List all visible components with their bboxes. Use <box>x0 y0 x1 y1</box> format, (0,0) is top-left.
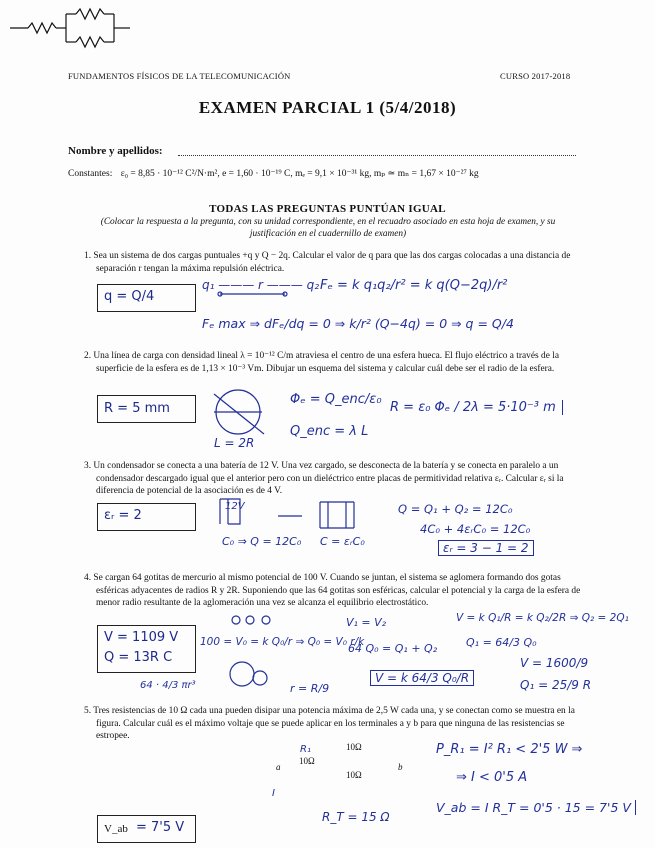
resistor-r1 <box>28 23 56 33</box>
question-5-text: Tres resistencias de 10 Ω cada una pueden disipar una potencia máxima de 2,5 W cada una, y se conectan como se muestra en la figura. Calcular cuál es el máximo voltaje que se puede aplicar en los terminales a y b para que ninguna de las resistencias se estropee. <box>93 706 575 742</box>
work-4-line-2: V₁ = V₂ <box>346 616 387 629</box>
constants-label: Constantes: <box>68 169 113 179</box>
work-5-line-3: V_ab = I R_T = 0'5 · 15 = 7'5 V <box>436 800 636 815</box>
instructions-heading: TODAS LAS PREGUNTAS PUNTÚAN IGUAL <box>209 203 446 215</box>
instructions-note: (Colocar la respuesta a la pregunta, con su unidad correspondiente, en el recuadro asociado en esta hoja de examen, y su justificación en el cuadernillo de examen) <box>100 217 556 239</box>
answer-3: εᵣ = 2 <box>104 508 142 523</box>
work-2-flux: Φₑ = Q_enc/ε₀ <box>290 392 382 407</box>
terminal-b: b <box>398 762 403 772</box>
resistor-circuit <box>0 0 150 60</box>
work-4-line-1: 100 = V₀ = k Q₀/r ⇒ Q₀ = V₀ r/k <box>200 636 365 648</box>
answer-box-1[interactable] <box>97 284 196 312</box>
question-2-number: 2. <box>84 351 92 361</box>
parallel-capacitors <box>320 502 354 528</box>
course-name: FUNDAMENTOS FÍSICOS DE LA TELECOMUNICACIÓN <box>68 71 291 81</box>
work-3-battery: 12V <box>225 501 245 512</box>
work-5-line-4: R_T = 15 Ω <box>322 810 390 824</box>
work-2-length: L = 2R <box>214 436 255 450</box>
r1-label: 10Ω <box>299 756 315 766</box>
question-1 <box>84 250 584 275</box>
question-3-text: Un condensador se conecta a una batería de 12 V. Una vez cargado, se desconecta de la batería y se conecta en paralelo a un condensador descargado igual que el anterior pero con un dieléctrico entre placas de permitividad relativa εᵣ. Calcular εᵣ si la diferencia de potencial de la asociación es de 4 V. <box>93 461 564 497</box>
sphere-r <box>253 671 267 685</box>
resistor-r3 <box>76 37 104 47</box>
droplet <box>246 616 254 624</box>
answer-1: q = Q/4 <box>104 289 155 304</box>
exam-title: EXAMEN PARCIAL 1 (5/4/2018) <box>198 98 457 117</box>
sphere-2r <box>230 662 254 686</box>
work-4-line-5: Q₁ = 64/3 Q₀ <box>466 636 537 649</box>
work-2-result: R = ε₀ Φₑ / 2λ = 5·10⁻³ m <box>390 400 563 415</box>
question-3 <box>84 460 588 498</box>
question-4-number: 4. <box>84 573 92 583</box>
answer-5-value: = 7'5 V <box>136 820 185 835</box>
question-4 <box>84 572 588 610</box>
constants-values: ε₀ = 8,85 · 10⁻¹² C²/N·m², e = 1,60 · 10⁻¹⁹ C, mₑ = 9,1 × 10⁻³¹ kg, mₚ ≃ mₙ = 1,67 × 10⁻²⁷ kg <box>120 169 479 179</box>
resistor-r2 <box>76 9 104 19</box>
work-4-line-9: r = R/9 <box>290 682 330 695</box>
question-5 <box>84 705 588 743</box>
work-3-c: C = εᵣC₀ <box>320 535 365 548</box>
answer-5-label: V_ab <box>104 823 128 835</box>
work-4-line-8: Q₁ = 25/9 R <box>520 678 592 692</box>
droplet <box>262 616 270 624</box>
answer-box-4[interactable] <box>97 625 196 673</box>
question-4-text: Se cargan 64 gotitas de mercurio al mismo potencial de 100 V. Cuando se juntan, el sistema se aglomera formando dos gotas esféricas adyacentes de radios R y 2R. Suponiendo que las 64 gotitas son esféricas, calcular el potencial y la carga de la esfera de menor radio resultante de la aglomeración una vez se alcanza el equilibrio electrostático. <box>93 573 581 609</box>
question-5-number: 5. <box>84 706 92 716</box>
work-2-qenc: Q_enc = λ L <box>290 424 369 439</box>
question-2 <box>84 350 588 375</box>
course-year: CURSO 2017-2018 <box>500 71 571 81</box>
name-field[interactable] <box>178 155 576 156</box>
answer-box-5[interactable] <box>97 815 196 843</box>
r2-label: 10Ω <box>346 742 362 752</box>
work-4-line-3: 64 Q₀ = Q₁ + Q₂ <box>348 642 438 655</box>
answer-box-3[interactable] <box>97 503 196 531</box>
question-3-number: 3. <box>84 461 92 471</box>
work-3-eq: 4C₀ + 4εᵣC₀ = 12C₀ <box>420 522 531 536</box>
work-1-line-1: q₁ ——— r ——— q₂ <box>202 278 320 292</box>
work-5-line-1: P_R₁ = I² R₁ < 2'5 W ⇒ <box>436 742 583 757</box>
work-5-r1-tag: R₁ <box>300 744 311 755</box>
answer-box-2[interactable] <box>97 395 196 423</box>
question-1-text: Sea un sistema de dos cargas puntuales +q y Q − 2q. Calcular el valor de q para que las dos cargas colocadas a una distancia de separación r tengan la máxima repulsión eléctrica. <box>93 251 571 274</box>
work-4-line-7: V = 1600/9 <box>520 656 589 670</box>
question-2-text: Una línea de carga con densidad lineal λ = 10⁻¹² C/m atraviesa el centro de una esfera hueca. El flujo eléctrico a través de la superficie de la esfera es de 1,13 × 10⁻³ Vm. Dibujar un esquema del sistema y calcular cuál debe ser el radio de la esfera. <box>93 351 559 374</box>
answer-4-potential: V = 1109 V <box>104 630 179 645</box>
work-3-sum: Q = Q₁ + Q₂ = 12C₀ <box>398 502 513 516</box>
constants-row <box>68 168 479 179</box>
work-1-line-2: Fₑ = k q₁q₂/r² = k q(Q−2q)/r² <box>320 278 508 293</box>
work-4-line-4: V = k Q₁/R = k Q₂/2R ⇒ Q₂ = 2Q₁ <box>456 612 629 624</box>
question-1-number: 1. <box>84 251 92 261</box>
work-5-current-tag: I <box>272 788 275 799</box>
answer-4-charge: Q = 13R C <box>104 650 173 665</box>
work-3-result: εᵣ = 3 − 1 = 2 <box>438 540 534 556</box>
work-4-line-10: 64 · 4/3 πr³ <box>140 680 196 691</box>
work-1-line-3: Fₑ max ⇒ dFₑ/dq = 0 ⇒ k/r² (Q−4q) = 0 ⇒ q = Q/4 <box>202 316 514 331</box>
r3-label: 10Ω <box>346 770 362 780</box>
answer-2: R = 5 mm <box>104 401 170 416</box>
terminal-a: a <box>276 762 281 772</box>
work-4-line-6: V = k 64/3 Q₀/R <box>370 670 474 686</box>
name-label: Nombre y apellidos: <box>68 145 163 157</box>
work-5-line-2: ⇒ I < 0'5 A <box>456 770 528 785</box>
work-3-c0: C₀ ⇒ Q = 12C₀ <box>222 535 302 548</box>
droplet <box>232 616 240 624</box>
